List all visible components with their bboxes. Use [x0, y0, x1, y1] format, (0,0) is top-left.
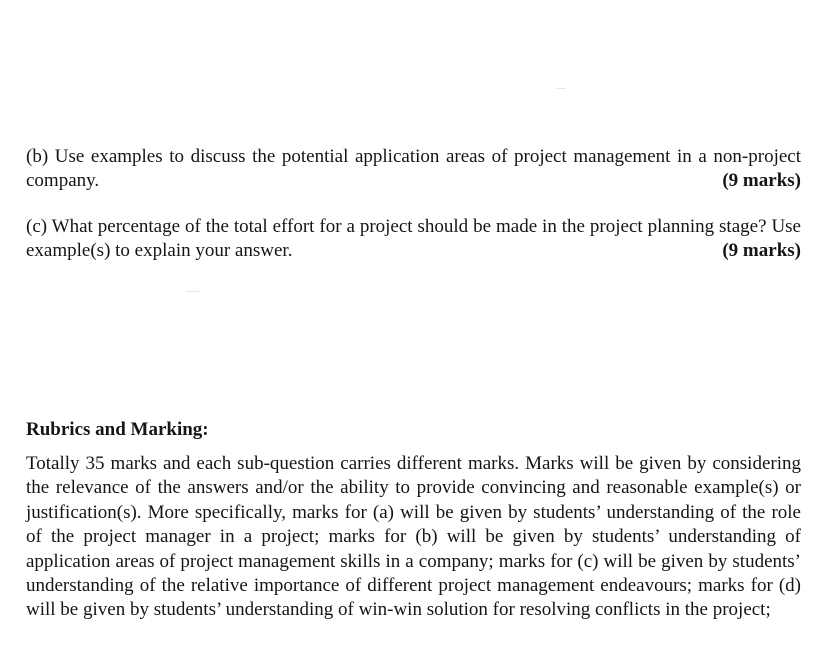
question-b [26, 145, 801, 193]
question-b-marks: (9 marks) [722, 170, 801, 191]
rubrics-body: Totally 35 marks and each sub-question carries different marks. Marks will be given by considering the relevance of the answers and/or the ability to provide convincing and reasonable example(s) or justification(s). More specifically, marks for (a) will be given by students’ understanding of the role of the project manager in a project; marks for (b) will be given by students’ understanding of application areas of project management skills in a company; marks for (c) will be given by students’ understanding of the relative importance of different project management endeavours; marks for (d) will be given by students’ understanding of win-win solution for resolving conflicts in the project; [26, 453, 801, 621]
question-b-text: (b) Use examples to discuss the potential application areas of project management in a non-project company. [26, 146, 801, 191]
scan-artifact [186, 291, 200, 292]
question-c-marks: (9 marks) [722, 240, 801, 261]
question-c [26, 215, 801, 263]
question-c-text: (c) What percentage of the total effort for a project should be made in the project planning stage? Use example(s) to explain your answer. [26, 216, 801, 261]
rubrics-heading: Rubrics and Marking: [26, 419, 209, 440]
scan-artifact [556, 88, 566, 89]
